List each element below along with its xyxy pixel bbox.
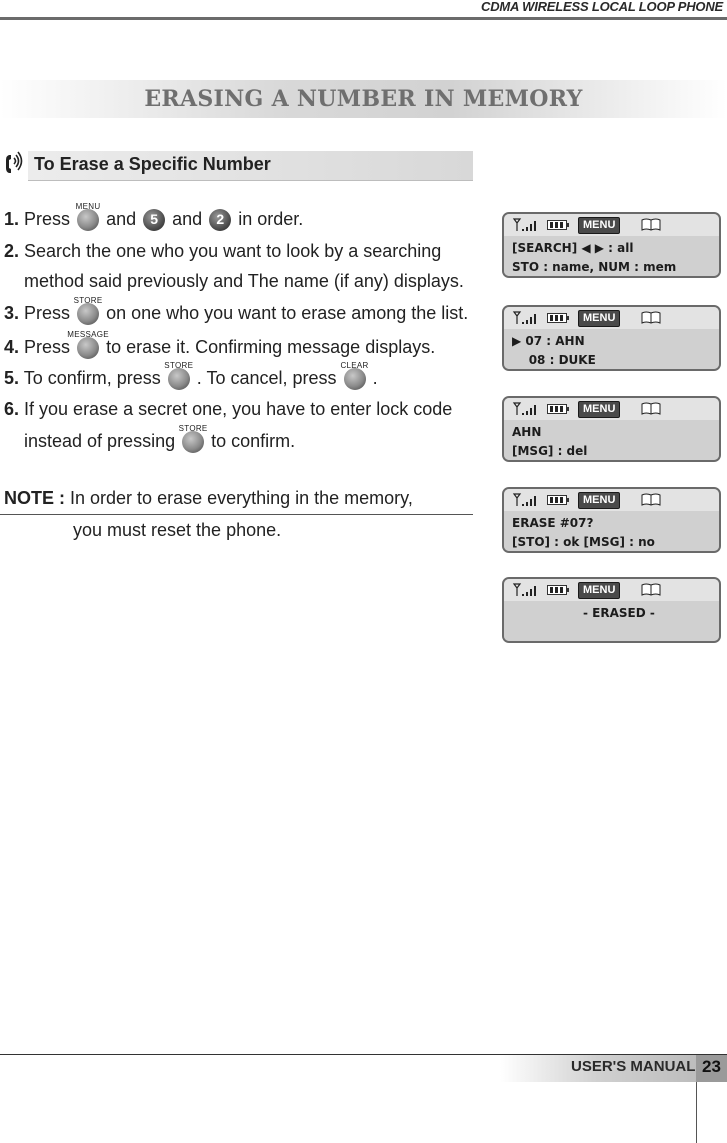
step-text: Press: [24, 209, 71, 229]
step-text: and: [106, 209, 137, 229]
phonebook-icon: [641, 493, 661, 506]
lcd-screen-erased: [502, 577, 721, 643]
key-caption: STORE: [73, 296, 103, 305]
menu-indicator: MENU: [578, 310, 620, 327]
note: [4, 488, 413, 509]
status-bar: [504, 489, 719, 512]
store-key-icon: [178, 424, 208, 453]
screen-line-2: [STO] : ok [MSG] : no: [512, 535, 655, 549]
note-rule: [0, 514, 473, 515]
step-3: [4, 296, 469, 325]
step-2: [4, 240, 441, 262]
step-2-continued: method said previously and The name (if any) displays.: [24, 271, 464, 291]
lcd-screen-confirm: [502, 487, 721, 553]
battery-icon: [547, 495, 567, 505]
note-line-2: you must reset the phone.: [73, 520, 282, 540]
step-text: Press: [24, 303, 71, 323]
step-text: If you erase a secret one, you have to enter lock code: [24, 399, 453, 419]
battery-icon: [547, 220, 567, 230]
menu-indicator: MENU: [578, 582, 620, 599]
footer-manual-label: USER'S MANUAL: [571, 1058, 696, 1075]
header-title: CDMA WIRELESS LOCAL LOOP PHONE: [481, 0, 723, 14]
key-caption: MESSAGE: [67, 330, 109, 339]
section-title-bar: [0, 80, 727, 118]
battery-icon: [547, 313, 567, 323]
store-key-icon: [73, 296, 103, 325]
note-label: NOTE :: [4, 488, 65, 508]
step-number: 4.: [4, 337, 20, 357]
step-text: to confirm.: [211, 431, 296, 451]
step-text: Press: [24, 337, 71, 357]
signal-icon: [512, 402, 538, 416]
key-caption: CLEAR: [340, 361, 369, 370]
screen-line-1: ERASE #07?: [512, 516, 594, 530]
battery-icon: [547, 404, 567, 414]
step-number: 1.: [4, 209, 20, 229]
step-number: 6.: [4, 399, 20, 419]
signal-icon: [512, 218, 538, 232]
phonebook-icon: [641, 311, 661, 324]
step-number: 2.: [4, 241, 20, 261]
step-6: [4, 398, 452, 420]
signal-icon: [512, 493, 538, 507]
key-2-icon: [209, 209, 231, 231]
menu-indicator: MENU: [578, 492, 620, 509]
step-text: . To cancel, press: [196, 368, 337, 388]
screen-line-2: [MSG] : del: [512, 444, 588, 458]
status-bar: [504, 307, 719, 330]
page-number: 23: [702, 1057, 721, 1076]
step-5: [4, 361, 378, 390]
step-text: to erase it. Confirming message displays.: [106, 337, 436, 357]
step-text: on one who you want to erase among the list.: [106, 303, 469, 323]
step-text: Search the one who you want to look by a searching: [24, 241, 442, 261]
signal-icon: [512, 311, 538, 325]
step-6-continued: [24, 424, 296, 453]
step-text: instead of pressing: [24, 431, 176, 451]
screen-line-1: [SEARCH] ◀ ▶ : all: [512, 241, 634, 255]
screen-line-1: - ERASED -: [512, 606, 655, 620]
phone-ringing-icon: [4, 150, 26, 178]
status-bar: [504, 398, 719, 421]
message-key-icon: [67, 330, 109, 359]
subheading: To Erase a Specific Number: [34, 154, 271, 174]
menu-indicator: MENU: [578, 217, 620, 234]
key-5-icon: [143, 209, 165, 231]
screen-line-2: STO : name, NUM : mem: [512, 260, 677, 274]
step-text: in order.: [238, 209, 304, 229]
key-caption: MENU: [75, 202, 101, 211]
status-bar: [504, 579, 719, 602]
lcd-screen-search: [502, 212, 721, 278]
phonebook-icon: [641, 583, 661, 596]
step-4: [4, 330, 436, 359]
store-key-icon: [164, 361, 194, 390]
step-1: [4, 202, 304, 231]
step-number: 3.: [4, 303, 20, 323]
phonebook-icon: [641, 218, 661, 231]
note-line-1: In order to erase everything in the memory,: [70, 488, 413, 508]
screen-line-2: 08 : DUKE: [512, 353, 596, 367]
step-number: 5.: [4, 368, 20, 388]
signal-icon: [512, 583, 538, 597]
step-text: To confirm, press: [23, 368, 161, 388]
header-rule: [0, 17, 727, 20]
lcd-screen-delete: [502, 396, 721, 462]
page-edge-line: [696, 1082, 697, 1143]
key-caption: STORE: [178, 424, 208, 433]
step-text: and: [172, 209, 203, 229]
screen-line-1: ▶ 07 : AHN: [512, 334, 585, 348]
clear-key-icon: [340, 361, 369, 390]
key-digit: 2: [216, 211, 225, 227]
section-title: ERASING A NUMBER IN MEMORY: [144, 86, 583, 112]
key-caption: STORE: [164, 361, 194, 370]
screen-line-1: AHN: [512, 425, 542, 439]
key-digit: 5: [150, 211, 159, 227]
menu-key-icon: [75, 202, 101, 231]
menu-indicator: MENU: [578, 401, 620, 418]
status-bar: [504, 214, 719, 237]
step-text: .: [372, 368, 378, 388]
lcd-screen-list: [502, 305, 721, 371]
phonebook-icon: [641, 402, 661, 415]
battery-icon: [547, 585, 567, 595]
